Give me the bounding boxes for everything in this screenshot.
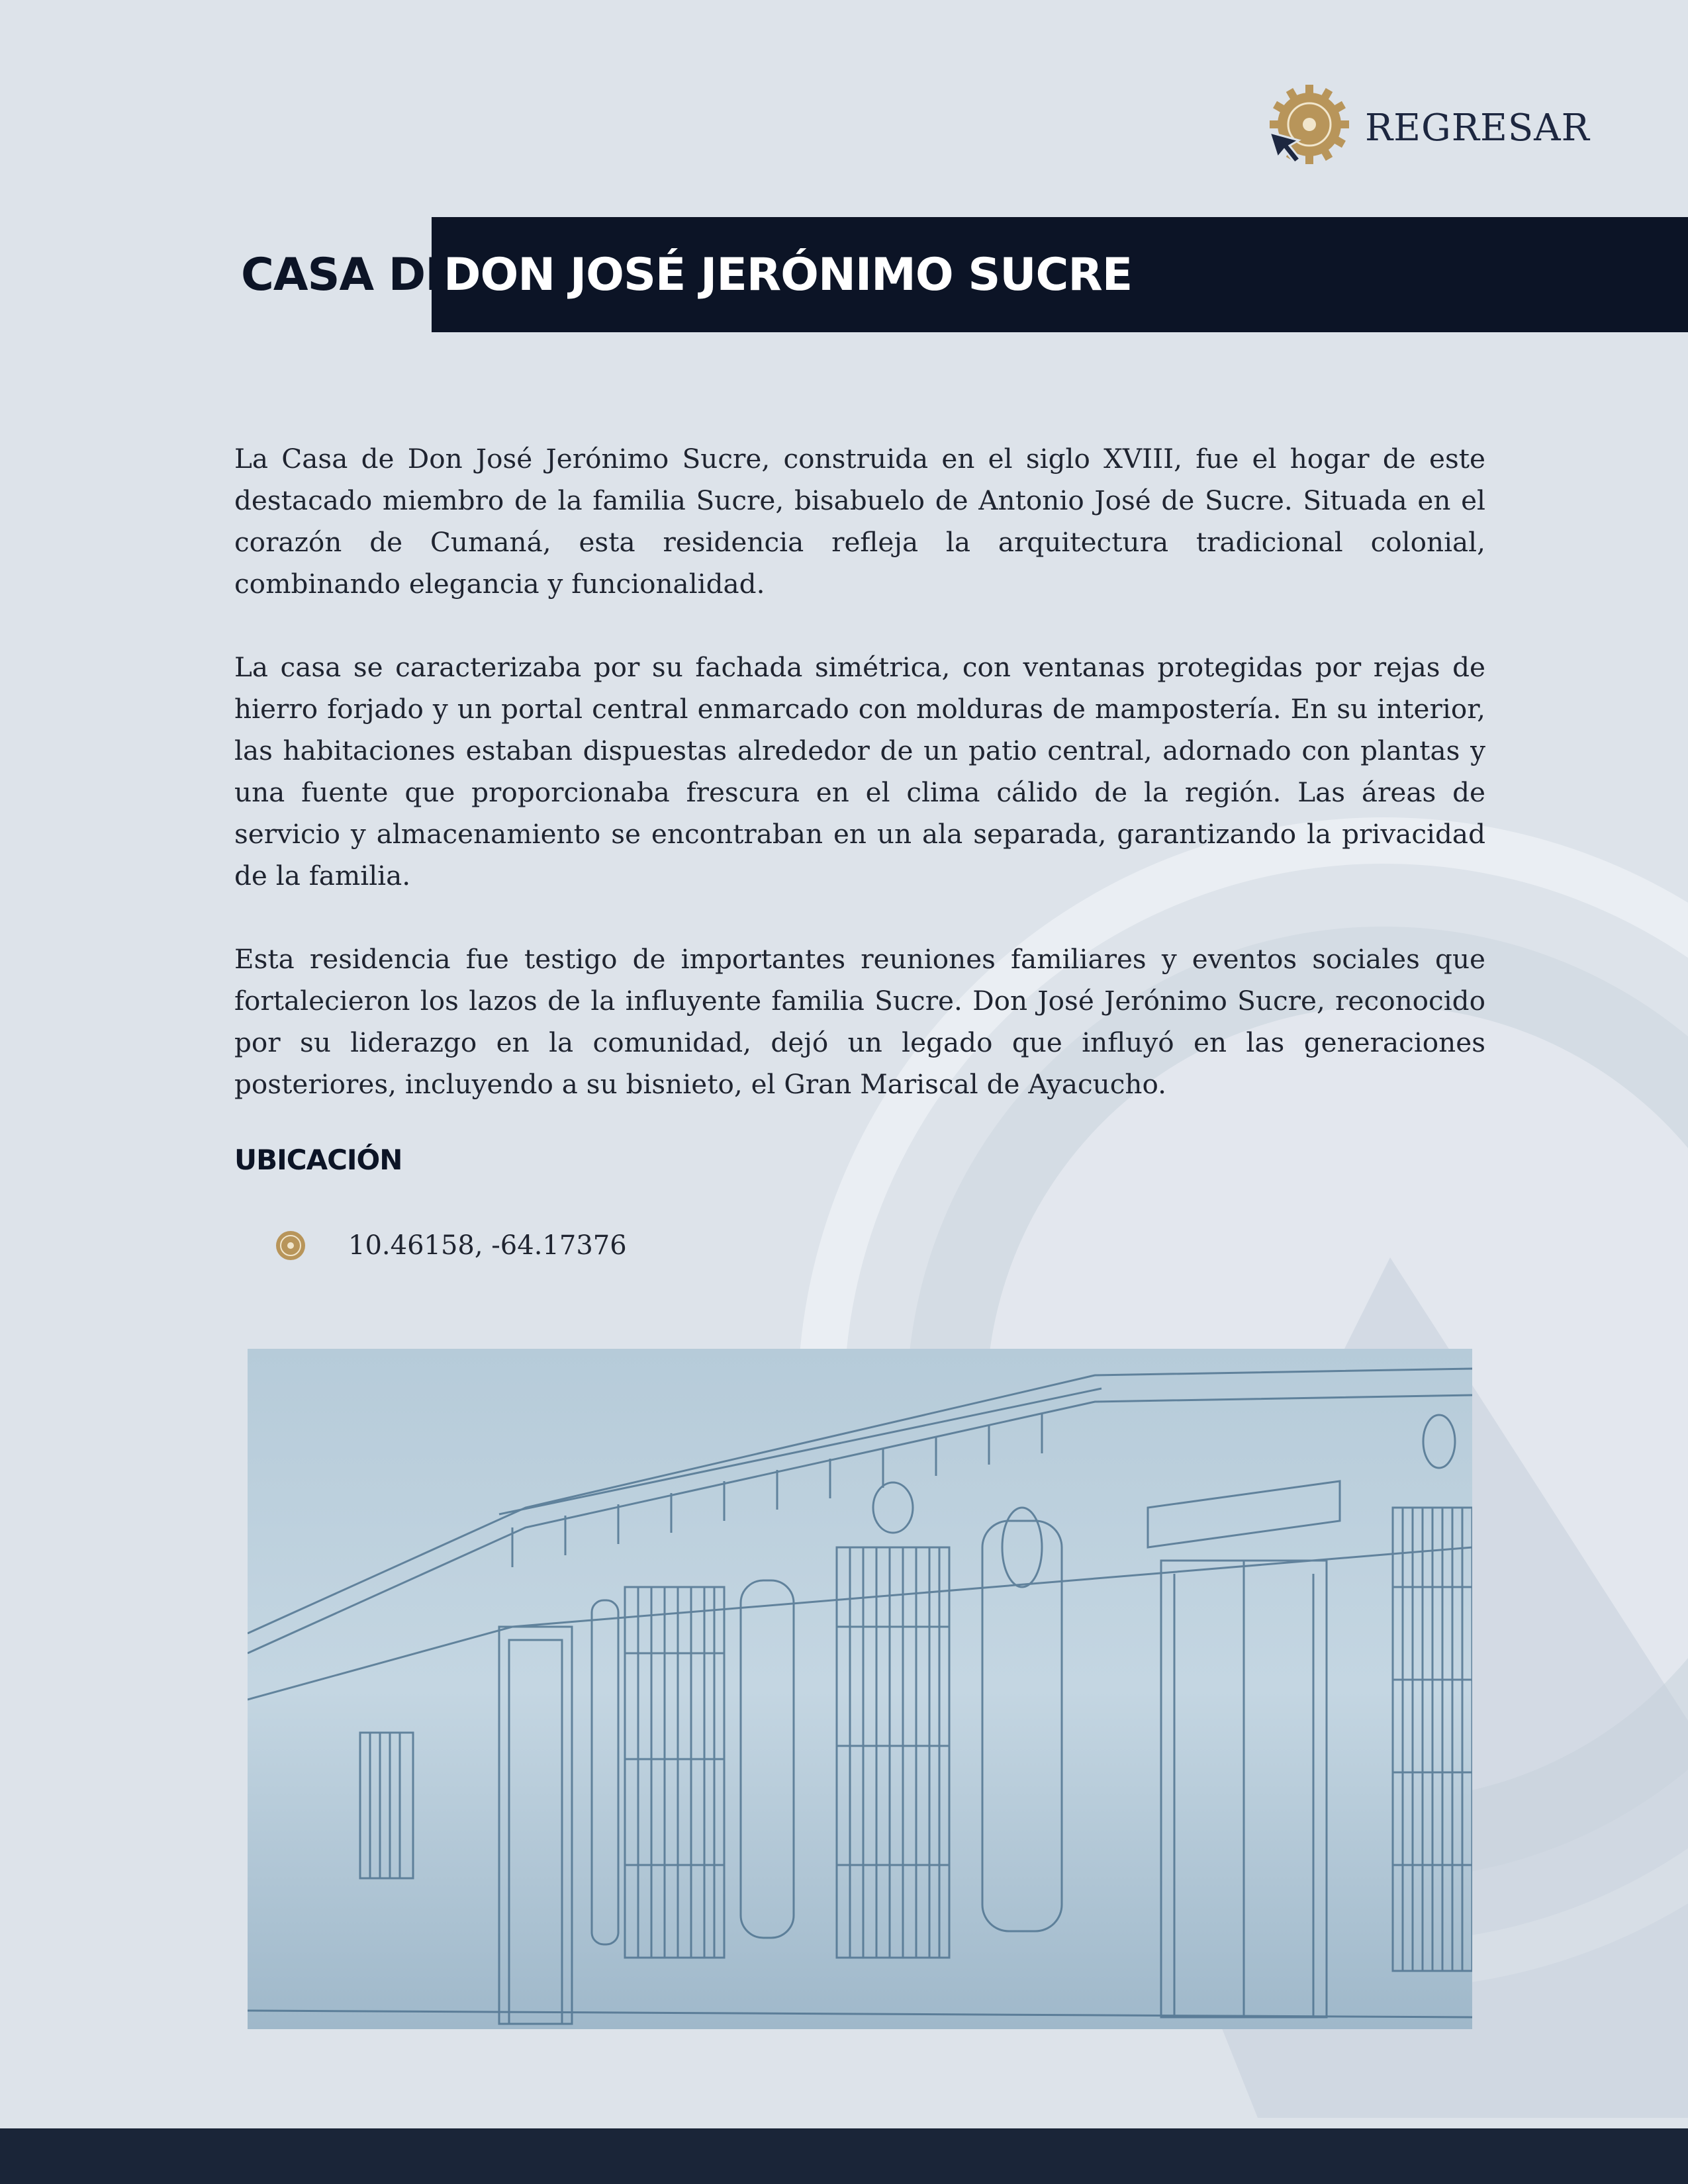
- back-button[interactable]: [1264, 85, 1590, 171]
- paragraph: La Casa de Don José Jerónimo Sucre, construida en el siglo XVIII, fue el hogar de este destacado miembro de la familia Sucre, bisabuelo de Antonio José de Sucre. Situada en el corazón de Cumaná, esta residencia refleja la arquitectura tradicional colonial, combinando elegancia y funcionalidad.: [234, 443, 1485, 600]
- article-body: [234, 438, 1485, 1147]
- page-title: DON JOSÉ JERÓNIMO SUCRE: [444, 249, 1133, 301]
- location-coordinates: 10.46158, -64.17376: [348, 1230, 627, 1261]
- section-title-location: UBICACIÓN: [234, 1144, 402, 1176]
- paragraph: La casa se caracterizaba por su fachada simétrica, con ventanas protegidas por rejas de hierro forjado y un portal central enmarcado con molduras de mampostería. En su interior, las habitaciones estaban dispuestas alrededor de un patio central, adornado con plantas y una fuente que proporcionaba frescura en el clima cálido de la región. Las áreas de servicio y almacenamiento se encontraban en un ala separada, garantizando la privacidad de la familia.: [234, 651, 1485, 891]
- gear-cursor-icon: [1264, 85, 1350, 171]
- back-button-label: REGRESAR: [1365, 106, 1590, 150]
- paragraph: Esta residencia fue testigo de importantes reuniones familiares y eventos sociales que fortalecieron los lazos de la influyente familia Sucre. Don José Jerónimo Sucre, reconocido por su liderazgo en la comunidad, dejó un legado que influyó en las generaciones posteriores, incluyendo a su bisnieto, el Gran Mariscal de Ayacucho.: [234, 943, 1485, 1100]
- house-sketch-image: [248, 1349, 1472, 2029]
- page-title-prefix: CASA DE: [241, 249, 455, 301]
- location-row: [274, 1226, 627, 1265]
- gold-seal-icon: [274, 1229, 307, 1262]
- footer-bar: [0, 2128, 1688, 2184]
